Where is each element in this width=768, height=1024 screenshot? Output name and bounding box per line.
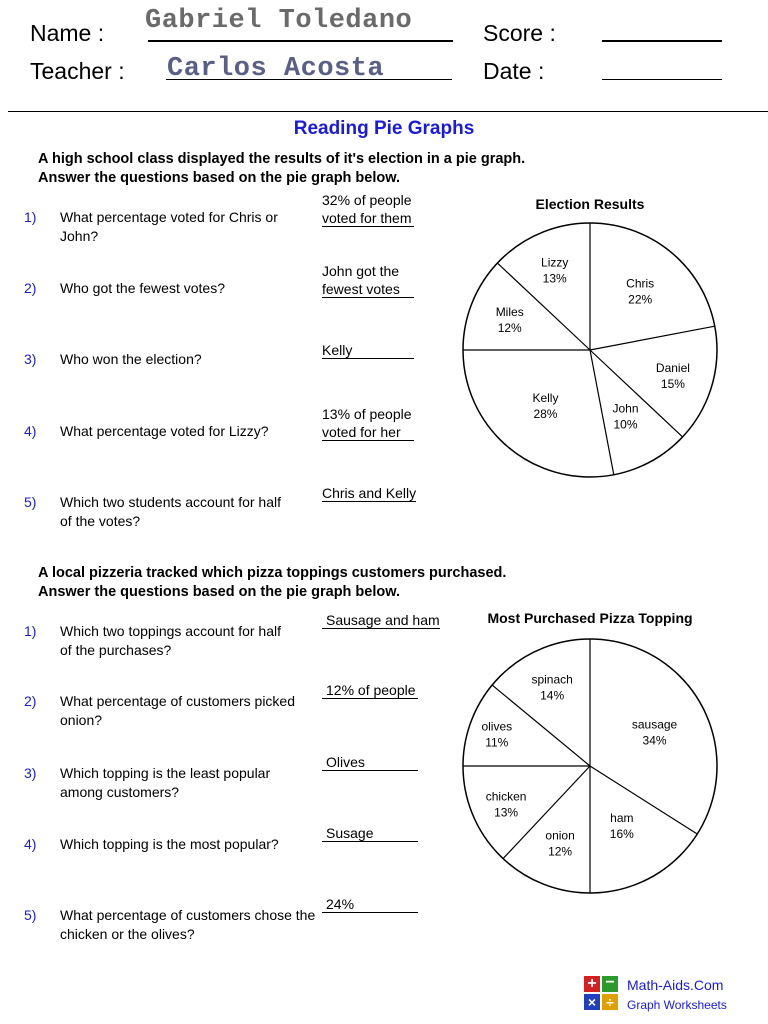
pie-label-john: John <box>612 401 639 416</box>
question-number: 4) <box>24 423 37 439</box>
header-divider <box>8 111 768 112</box>
teacher-name: Carlos Acosta <box>167 54 385 84</box>
question-text: Which two toppings account for half of the purchases? <box>60 623 282 658</box>
section2-intro: A local pizzeria tracked which pizza toppings customers purchased. Answer the questions based on the pie graph below. <box>38 565 507 600</box>
minus-icon: − <box>602 976 618 992</box>
question-number: 5) <box>24 907 37 923</box>
question-number: 3) <box>24 351 37 367</box>
question-number: 2) <box>24 280 37 296</box>
answer-field[interactable] <box>322 825 418 843</box>
pie-value-sausage: 34% <box>642 733 667 748</box>
answer-line-1: Olives <box>322 754 418 771</box>
question-number: 2) <box>24 693 37 709</box>
answer-field[interactable] <box>322 342 414 360</box>
pie-value-miles: 12% <box>497 321 522 336</box>
answer-field[interactable] <box>322 612 440 630</box>
answer-field[interactable] <box>322 406 414 442</box>
teacher-underline <box>166 79 452 80</box>
answer-line-2: voted for her <box>322 424 414 441</box>
answer-line-1: 24% <box>322 896 418 913</box>
pie-label-ham: ham <box>610 810 634 825</box>
pie-value-john: 10% <box>613 417 638 432</box>
pie-label-chicken: chicken <box>485 789 527 804</box>
divide-icon: ÷ <box>602 994 618 1010</box>
date-label: Date : <box>483 58 545 84</box>
pie-label-spinach: spinach <box>531 672 573 687</box>
pie-value-onion: 12% <box>548 844 573 859</box>
question-text: What percentage voted for Lizzy? <box>60 423 269 439</box>
pie-value-olives: 11% <box>485 735 509 750</box>
answer-field[interactable] <box>322 896 418 914</box>
pie-value-spinach: 14% <box>540 688 565 703</box>
pie-value-chris: 22% <box>628 292 653 307</box>
times-icon: × <box>584 994 600 1010</box>
pie-label-lizzy: Lizzy <box>541 255 569 270</box>
pie-label-onion: onion <box>545 828 575 843</box>
answer-line-1: Sausage and ham <box>322 612 440 629</box>
election-chart-title: Election Results <box>535 196 645 212</box>
answer-line-1: 12% of people <box>322 682 418 699</box>
question-text: What percentage voted for Chris or John? <box>60 209 278 244</box>
pie-value-chicken: 13% <box>494 805 519 820</box>
pie-label-sausage: sausage <box>631 717 678 732</box>
pie-label-chris: Chris <box>626 276 655 291</box>
plus-icon: + <box>584 976 600 992</box>
teacher-label: Teacher : <box>30 58 125 84</box>
question-text: Who won the election? <box>60 351 202 367</box>
answer-field[interactable] <box>322 682 418 700</box>
question-text: What percentage of customers picked onion? <box>60 693 296 728</box>
page-title: Reading Pie Graphs <box>293 118 475 139</box>
score-field[interactable] <box>602 40 722 42</box>
question-number: 1) <box>24 623 37 639</box>
question-number: 1) <box>24 209 37 225</box>
answer-line-1: John got the <box>322 263 400 279</box>
question-number: 3) <box>24 765 37 781</box>
answer-field[interactable] <box>322 192 414 228</box>
pie-value-daniel: 15% <box>660 377 685 392</box>
date-field[interactable] <box>602 79 722 80</box>
brand-link[interactable]: Math-Aids.Com <box>627 977 724 993</box>
answer-field[interactable] <box>322 263 414 299</box>
answer-line-1: 13% of people <box>322 406 412 422</box>
section1-intro: A high school class displayed the results of it's election in a pie graph. Answer the questions based on the pie graph below. <box>38 151 526 186</box>
score-label: Score : <box>483 20 556 46</box>
question-number: 5) <box>24 494 37 510</box>
question-number: 4) <box>24 836 37 852</box>
answer-line-1: Susage <box>322 825 418 842</box>
pie-label-kelly: Kelly <box>532 390 559 405</box>
math-aids-logo <box>584 976 620 1012</box>
pizza-pie-chart <box>458 630 722 900</box>
answer-field[interactable] <box>322 485 416 503</box>
pizza-chart-title: Most Purchased Pizza Topping <box>487 610 693 626</box>
answer-line-2: voted for them <box>322 210 414 227</box>
answer-line-1: 32% of people <box>322 192 412 208</box>
pie-label-miles: Miles <box>495 305 524 320</box>
pie-label-olives: olives <box>481 719 513 734</box>
answer-line-1: Kelly <box>322 342 414 359</box>
name-label: Name : <box>30 20 105 46</box>
name-underline <box>148 40 453 42</box>
question-text: Which two students account for half of the votes? <box>60 494 281 529</box>
pie-label-daniel: Daniel <box>655 361 690 376</box>
answer-field[interactable] <box>322 754 418 772</box>
answer-line-2: fewest votes <box>322 281 414 298</box>
answer-line-1: Chris and Kelly <box>322 485 417 501</box>
brand-subtitle: Graph Worksheets <box>627 998 727 1012</box>
election-pie-chart <box>458 214 722 484</box>
question-text: What percentage of customers chose the chicken or the olives? <box>60 907 316 942</box>
question-text: Which topping is the most popular? <box>60 836 279 852</box>
pie-value-ham: 16% <box>609 826 634 841</box>
question-text: Who got the fewest votes? <box>60 280 225 296</box>
pie-value-kelly: 28% <box>533 406 558 421</box>
student-name: Gabriel Toledano <box>145 6 413 36</box>
question-text: Which topping is the least popular among customers? <box>60 765 271 800</box>
pie-value-lizzy: 13% <box>542 271 567 286</box>
